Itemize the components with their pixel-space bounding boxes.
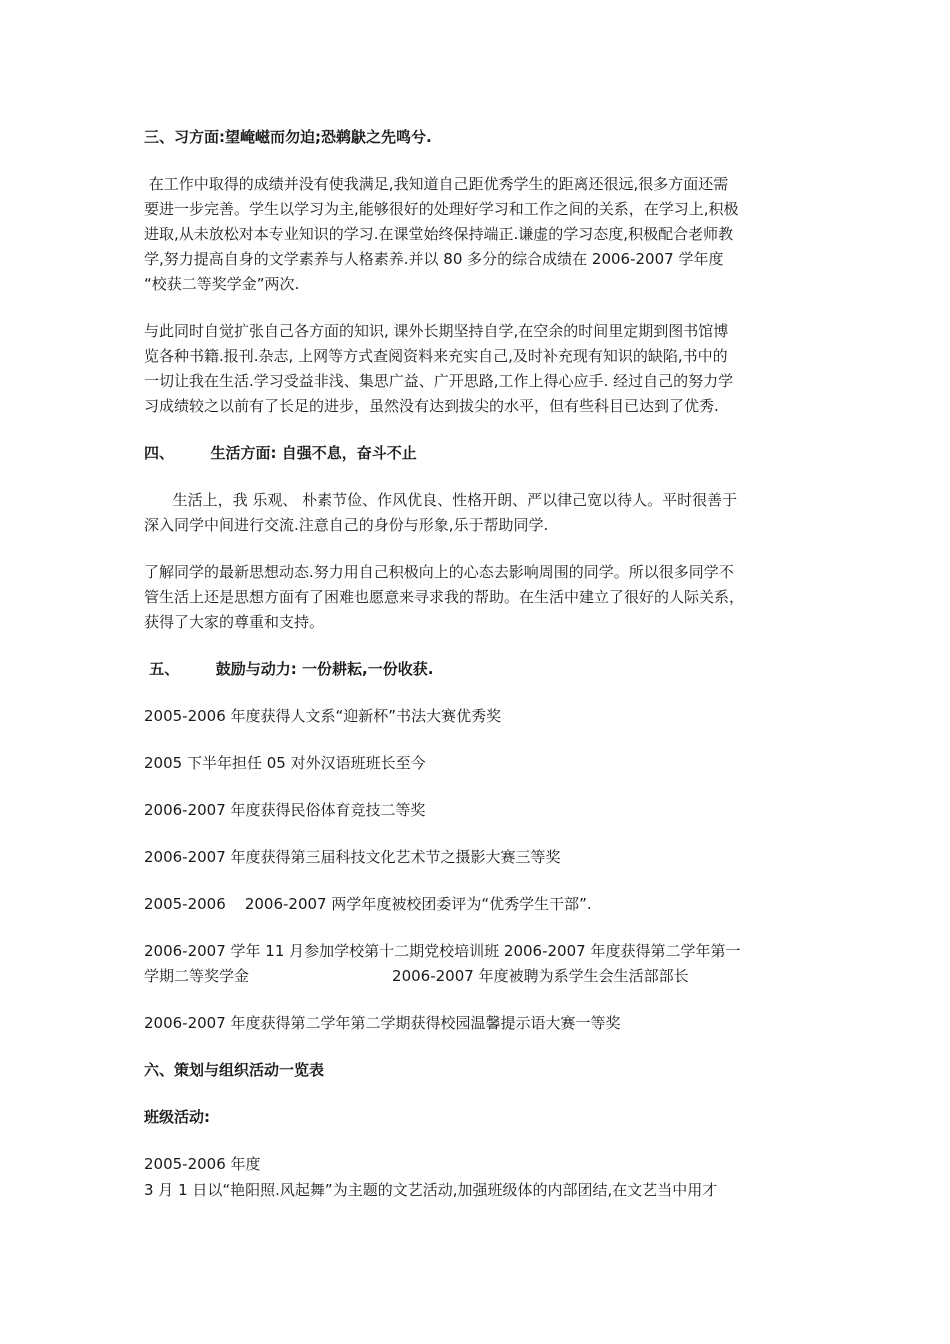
section-4-paragraph-1-line: 生活上，我 乐观、 朴素节俭、作风优良、性格开朗、严以律己宽以待人。平时很善于 [144, 491, 738, 509]
section-4-paragraph-2-line: 了解同学的最新思想动态.努力用自己积极向上的心态去影响周围的同学。所以很多同学不 [144, 563, 734, 581]
section-4-paragraph-2-line: 管生活上还是思想方面有了困难也愿意来寻求我的帮助。在生活中建立了很好的人际关系， [144, 588, 745, 606]
section-6-heading: 六、策划与组织活动一览表 [144, 1061, 325, 1079]
class-activities-subheading: 班级活动: [144, 1108, 210, 1126]
section-3-paragraph-1-line: 进取,从未放松对本专业知识的学习.在课堂始终保持端正.谦虚的学习态度,积极配合老师教 [144, 225, 734, 243]
section-4-paragraph-1-line: 深入同学中间进行交流.注意自己的身份与形象,乐于帮助同学. [144, 516, 549, 534]
section-3-paragraph-2-line: 一切让我在生活.学习受益非浅、集思广益、广开思路,工作上得心应手. 经过自己的努力学 [144, 372, 734, 390]
award-item: 2005 下半年担任 05 对外汉语班班长至今 [144, 754, 426, 772]
section-3-paragraph-1-line: 学,努力提高自身的文学素养与人格素养.并以 80 多分的综合成绩在 2006-2007 学年度 [144, 250, 724, 268]
section-3-paragraph-1-line: 要进一步完善。学生以学习为主,能够很好的处理好学习和工作之间的关系，在学习上,积极 [144, 200, 739, 218]
award-item: 2006-2007 年度获得第二学年第二学期获得校园温馨提示语大赛一等奖 [144, 1014, 621, 1032]
award-item: 2005-2006 2006-2007 两学年度被校团委评为“优秀学生干部”. [144, 895, 592, 913]
activity-entry: 3 月 1 日以“艳阳照.风起舞”为主题的文艺活动,加强班级体的内部团结,在文艺当中用才 [144, 1181, 718, 1199]
section-3-paragraph-2-line: 与此同时自觉扩张自己各方面的知识, 课外长期坚持自学,在空余的时间里定期到图书馆博 [144, 322, 729, 340]
section-4-heading: 四、 生活方面: 自强不息，奋斗不止 [144, 444, 417, 462]
award-item: 2006-2007 年度获得民俗体育竞技二等奖 [144, 801, 426, 819]
section-3-paragraph-1-line: 在工作中取得的成绩并没有使我满足,我知道自己距优秀学生的距离还很远,很多方面还需 [144, 175, 729, 193]
section-3-paragraph-2-line: 览各种书籍.报刊.杂志, 上网等方式查阅资料来充实自己,及时补充现有知识的缺陷,书中的 [144, 347, 728, 365]
section-3-paragraph-1-line: “校获二等奖学金”两次. [144, 275, 300, 293]
section-5-heading: 五、 鼓励与动力: 一份耕耘,一份收获. [144, 660, 434, 678]
award-item: 2005-2006 年度获得人文系“迎新杯”书法大赛优秀奖 [144, 707, 502, 725]
section-3-heading: 三、习方面:望崦嵫而勿迫;恐鹈鴃之先鸣兮. [144, 128, 432, 146]
section-4-paragraph-2-line: 获得了大家的尊重和支持。 [144, 613, 325, 631]
award-item: 学期二等奖学金 2006-2007 年度被聘为系学生会生活部部长 [144, 967, 689, 985]
section-3-paragraph-2-line: 习成绩较之以前有了长足的进步，虽然没有达到拔尖的水平，但有些科目已达到了优秀. [144, 397, 719, 415]
award-item: 2006-2007 年度获得第三届科技文化艺术节之摄影大赛三等奖 [144, 848, 561, 866]
award-item: 2006-2007 学年 11 月参加学校第十二期党校培训班 2006-2007 年度获得第二学年第一 [144, 942, 741, 960]
activity-year: 2005-2006 年度 [144, 1155, 261, 1173]
